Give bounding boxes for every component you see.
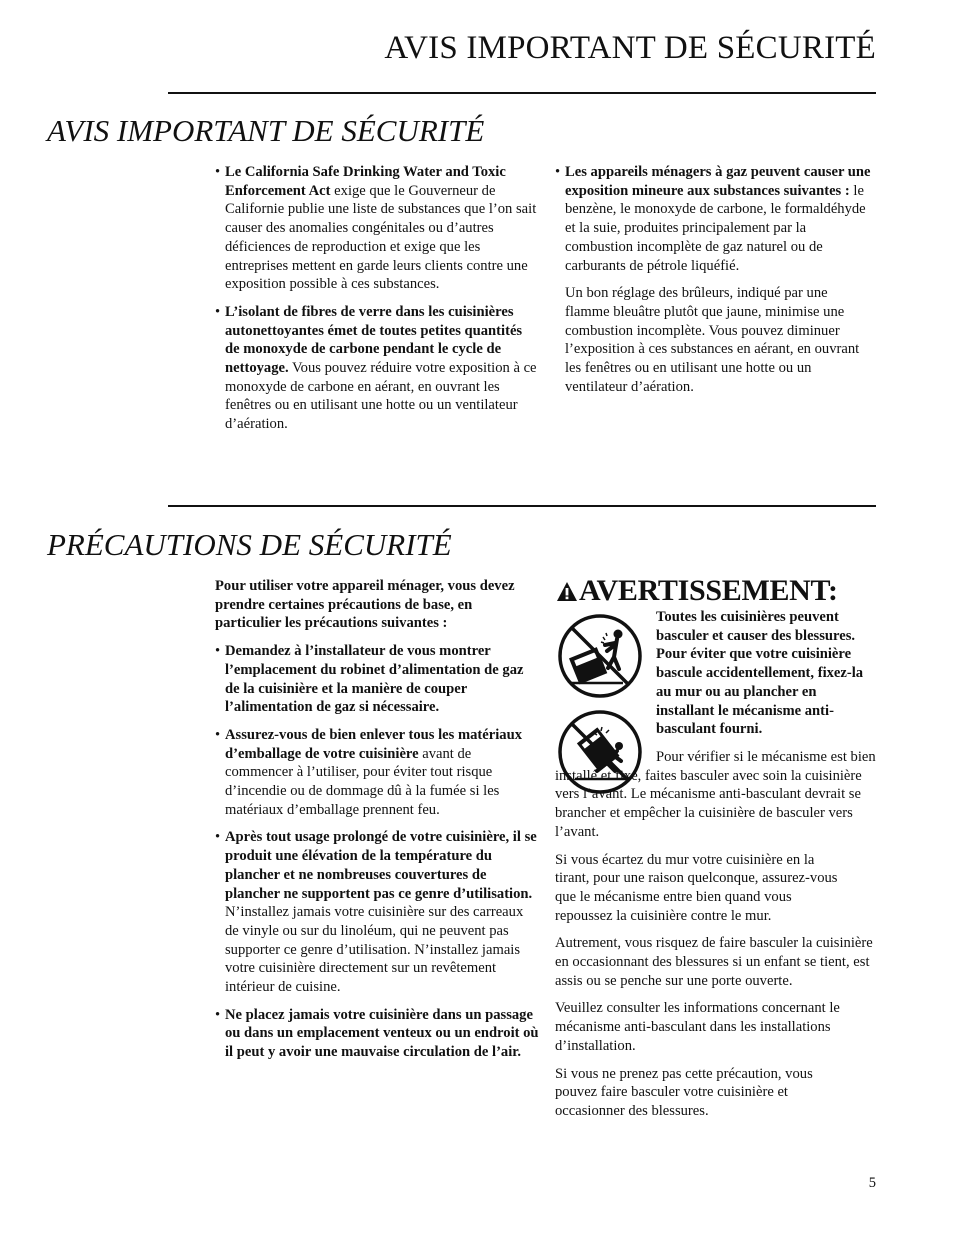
warning-paragraph-final: Si vous ne prenez pas cette précaution, vous pouvez faire basculer votre cuisinière et occasionner des blessures. xyxy=(555,1065,813,1119)
section-divider xyxy=(168,505,876,507)
warning-paragraph-consult: Veuillez consulter les informations concernant le mécanisme anti-basculant dans les installations d’installation. xyxy=(555,1000,840,1054)
bullet-text: exige que le Gouverneur de Californie publie une liste de substances que l’on sait causer des anomalies congénitales ou d’autres déficiences de reproduction et exige que les entreprises mettent en garde leurs clients contre une exposition possible à ces substances. xyxy=(225,182,537,293)
bullet-text: Vous pouvez réduire votre exposition à ce monoxyde de carbone en aérant, en ouvrant les fenêtres ou en utilisant une hotte ou un ventilateur d’aération. xyxy=(225,360,537,433)
section-title-avis: AVIS IMPORTANT DE SÉCURITÉ xyxy=(47,113,485,148)
precaution-bullet xyxy=(215,828,540,996)
precaution-bullet xyxy=(215,726,540,820)
page-number: 5 xyxy=(868,1175,876,1191)
warning-paragraph-risk: Autrement, vous risquez de faire basculer la cuisinière en occasionnant des blessures si un enfant se tient, est assis ou se penche sur une porte ouverte. xyxy=(555,935,873,989)
bullet-text: avant de commencer à l’utiliser, pour éviter tout risque d’incendie ou de dommage dû à la fumée si les matériaux d’emballage prennent feu. xyxy=(225,745,500,818)
warning-bold-text: Toutes les cuisinières peuvent basculer et causer des blessures. Pour éviter que votre cuisinière bascule accidentellement, fixez-la au mur ou au plancher en installant le mécanisme anti-basculant fourni. xyxy=(656,609,864,738)
bullet-bold: Après tout usage prolongé de votre cuisinière, il se produit une élévation de la température du plancher et ne nombreuses couvertures de plancher ne supportent pas ce genre d’utilisation. xyxy=(225,829,537,902)
bullet-bold: Les appareils ménagers à gaz peuvent causer une exposition mineure aux substances suivantes : xyxy=(565,164,871,199)
bullet-bold: Assurez-vous de bien enlever tous les matériaux d’emballage de votre cuisinière xyxy=(225,726,522,762)
section-title-precautions: PRÉCAUTIONS DE SÉCURITÉ xyxy=(47,527,452,562)
warning-heading-text: AVERTISSEMENT: xyxy=(579,574,838,607)
bullet-bold: Demandez à l’installateur de vous montrer l’emplacement du robinet d’alimentation de gaz de la cuisinière et la manière de couper l’alimentation de gaz si nécessaire. xyxy=(225,643,524,716)
tip-over-hazard-icon xyxy=(557,613,643,699)
avis-burner-paragraph: Un bon réglage des brûleurs, indiqué par une flamme bleuâtre plutôt que jaune, minimise une combustion incomplète. Vous pouvez diminuer l’exposition à ces substances en aérant, en ouvrant les fenêtres ou en utilisant une hotte ou un ventilateur d’aération. xyxy=(565,285,860,395)
page-header-title: AVIS IMPORTANT DE SÉCURITÉ xyxy=(384,30,876,66)
warning-paragraphs xyxy=(555,748,877,1130)
bullet-text: N’installez jamais votre cuisinière sur des carreaux de vinyle ou sur du linoléum, qui ne peuvent pas supporter ce genre d’utilisation. N’installez jamais votre cuisinière directement sur un revêtement intérieur de cuisine. xyxy=(225,904,524,996)
precautions-intro: Pour utiliser votre appareil ménager, vous devez prendre certaines précautions de base, en particulier les précautions suivantes : xyxy=(215,578,515,632)
warning-paragraph-check: Pour vérifier si le mécanisme est bien installé et fixé, faites basculer avec soin la cuisinière vers l’avant. Le mécanisme anti-basculant devrait se brancher et empêcher la cuisinière de basculer vers l’avant. xyxy=(555,749,876,840)
avis-bullet-fibreglass xyxy=(215,303,540,434)
precaution-bullet xyxy=(215,1006,540,1062)
precautions-left-column xyxy=(215,577,540,1071)
warning-heading xyxy=(556,574,838,610)
avis-right-column xyxy=(555,163,875,405)
warning-triangle-icon xyxy=(556,576,578,610)
warning-paragraph-wall: Si vous écartez du mur votre cuisinière en la tirant, pour une raison quelconque, assurez-vous que le mécanisme entre bien quand vous repoussez la cuisinière contre le mur. xyxy=(555,851,838,924)
avis-bullet-gas xyxy=(555,163,875,275)
precaution-bullet xyxy=(215,642,540,717)
bullet-bold: L’isolant de fibres de verre dans les cuisinières autonettoyantes émet de toutes petites quantités de monoxyde de carbone pendant le cycle de nettoyage. xyxy=(225,303,523,377)
avis-left-column xyxy=(215,163,540,443)
avis-bullet-california xyxy=(215,163,540,294)
bullet-bold: Le California Safe Drinking Water and Toxic Enforcement Act xyxy=(225,164,506,199)
bullet-bold: Ne placez jamais votre cuisinière dans un passage ou dans un emplacement venteux ou un endroit où il peut y avoir une mauvaise circulation de l’air. xyxy=(225,1006,539,1061)
bullet-text: le benzène, le monoxyde de carbone, le formaldéhyde et la suie, produites principalement par la combustion incomplète de gaz naturel ou de carburants de pétrole liquéfié. xyxy=(565,182,866,274)
header-divider xyxy=(168,92,876,94)
